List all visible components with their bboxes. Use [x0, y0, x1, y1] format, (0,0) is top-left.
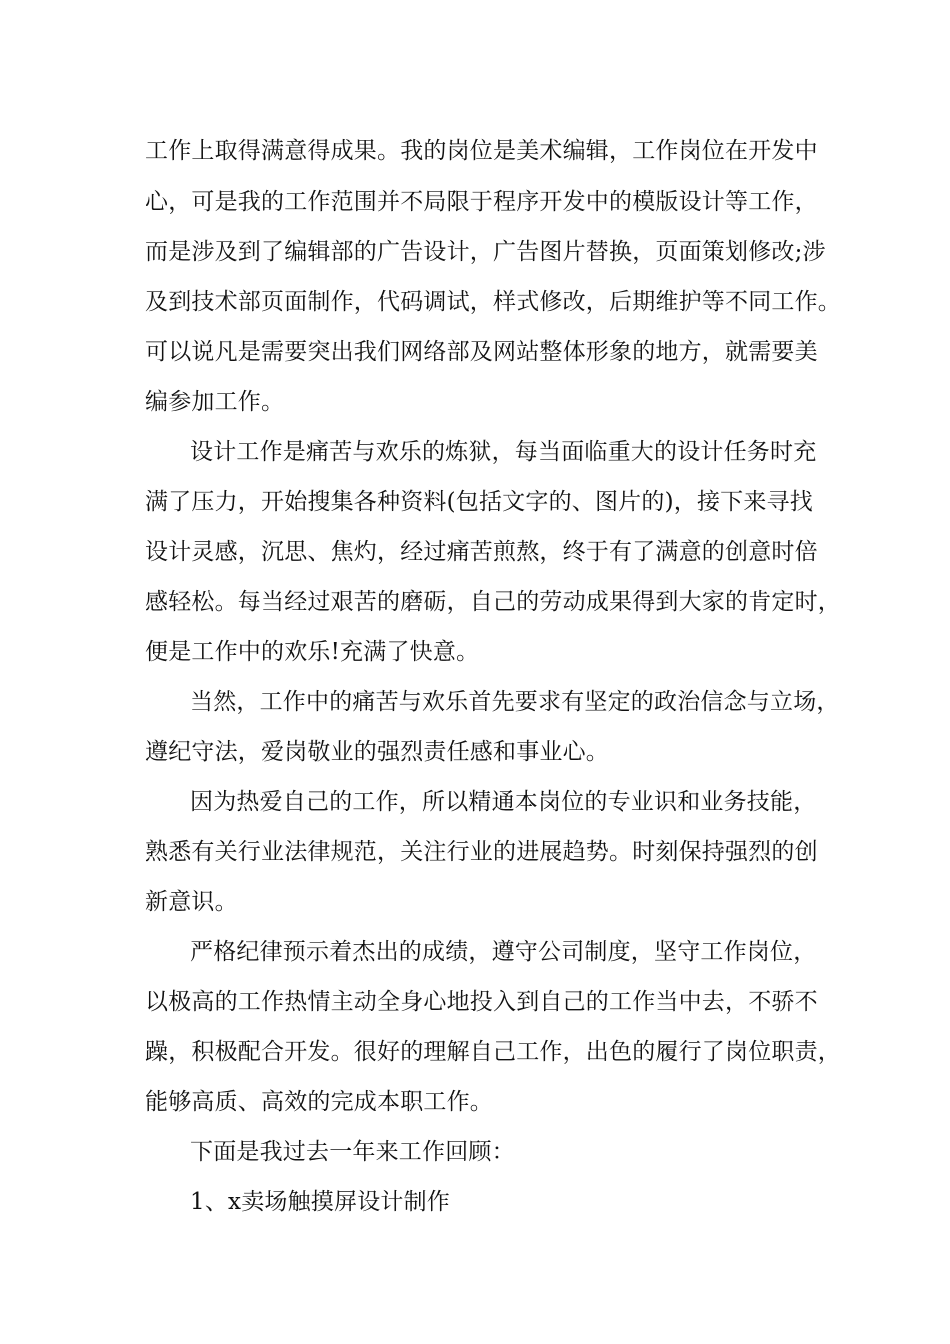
- paragraph-line: 遵纪守法，爱岗敬业的强烈责任感和事业心。: [145, 739, 609, 765]
- paragraph-line: 及到技术部页面制作，代码调试，样式修改，后期维护等不同工作。: [145, 289, 841, 315]
- paragraph-line: 躁，积极配合开发。很好的理解自己工作，出色的履行了岗位职责，: [145, 1039, 841, 1065]
- paragraph-line: 熟悉有关行业法律规范，关注行业的进展趋势。时刻保持强烈的创: [145, 839, 818, 865]
- paragraph-line: 工作上取得满意得成果。我的岗位是美术编辑，工作岗位在开发中: [145, 138, 818, 164]
- paragraph-line: 严格纪律预示着杰出的成绩，遵守公司制度，坚守工作岗位，: [190, 939, 817, 965]
- paragraph-line: 便是工作中的欢乐!充满了快意。: [145, 639, 480, 665]
- paragraph-line: 下面是我过去一年来工作回顾：: [190, 1139, 515, 1165]
- list-item: 1、x卖场触摸屏设计制作: [190, 1189, 451, 1215]
- paragraph-line: 新意识。: [145, 889, 238, 915]
- paragraph-line: 因为热爱自己的工作，所以精通本岗位的专业识和业务技能，: [190, 789, 817, 815]
- paragraph-line: 当然，工作中的痛苦与欢乐首先要求有坚定的政治信念与立场，: [190, 689, 840, 715]
- paragraph-line: 以极高的工作热情主动全身心地投入到自己的工作当中去，不骄不: [145, 989, 818, 1015]
- paragraph-line: 能够高质、高效的完成本职工作。: [145, 1089, 493, 1115]
- paragraph-line: 而是涉及到了编辑部的广告设计，广告图片替换，页面策划修改;涉: [145, 239, 826, 265]
- paragraph-line: 满了压力，开始搜集各种资料(包括文字的、图片的)，接下来寻找: [145, 489, 813, 515]
- paragraph-line: 设计灵感，沉思、焦灼，经过痛苦煎熬，终于有了满意的创意时倍: [145, 539, 818, 565]
- paragraph-line: 心，可是我的工作范围并不局限于程序开发中的模版设计等工作，: [145, 189, 818, 215]
- paragraph-line: 可以说凡是需要突出我们网络部及网站整体形象的地方，就需要美: [145, 339, 818, 365]
- paragraph-line: 感轻松。每当经过艰苦的磨砺，自己的劳动成果得到大家的肯定时，: [145, 589, 841, 615]
- paragraph-line: 编参加工作。: [145, 389, 285, 415]
- paragraph-line: 设计工作是痛苦与欢乐的炼狱，每当面临重大的设计任务时充: [190, 439, 817, 465]
